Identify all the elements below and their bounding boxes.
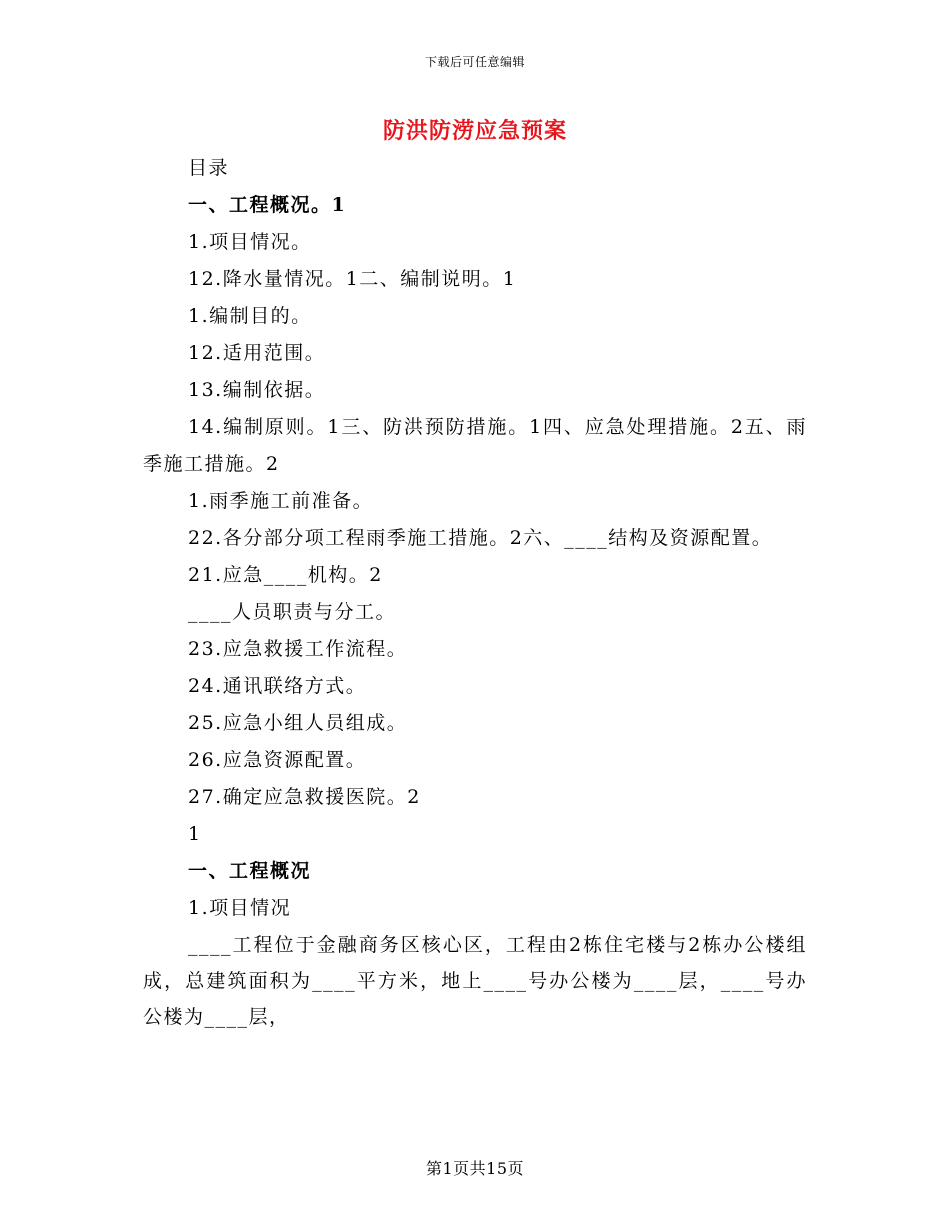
section-subheading: 1.项目情况: [188, 897, 292, 919]
toc-item: 13.编制依据。: [188, 379, 326, 401]
toc-heading: 目录: [188, 157, 230, 179]
page-footer: 第1页共15页: [425, 1159, 525, 1178]
toc-item: 26.应急资源配置。: [188, 749, 367, 771]
toc-item: 1.雨季施工前准备。: [188, 490, 374, 512]
toc-item: 22.各分部分项工程雨季施工措施。2六、____结构及资源配置。: [188, 527, 773, 549]
section-paragraph: ____工程位于金融商务区核心区，工程由2栋住宅楼与2栋办公楼组成，总建筑面积为____平方米，地上____号办公楼为____层，____号办公楼为____层，: [143, 934, 807, 1028]
toc-item: 1: [188, 823, 202, 845]
header-note: 下载后可任意编辑: [424, 55, 525, 69]
toc-item: 23.应急救援工作流程。: [188, 638, 408, 660]
toc-item: 1.项目情况。: [188, 231, 312, 253]
toc-item: 1.编制目的。: [188, 305, 312, 327]
document-title: 防洪防涝应急预案: [382, 118, 567, 144]
toc-item: 27.确定应急救援医院。2: [188, 786, 421, 808]
toc-item: 12.降水量情况。1二、编制说明。1: [188, 268, 517, 290]
toc-item: 12.适用范围。: [188, 342, 326, 364]
document-body: [143, 150, 807, 1035]
toc-item: 14.编制原则。1三、防洪预防措施。1四、应急处理措施。2五、雨季施工措施。2: [143, 416, 807, 475]
toc-item: 24.通讯联络方式。: [188, 675, 367, 697]
section-heading: 一、工程概况: [188, 860, 312, 882]
toc-item: ____人员职责与分工。: [188, 601, 397, 623]
toc-item: 25.应急小组人员组成。: [188, 712, 408, 734]
toc-item: 21.应急____机构。2: [188, 564, 383, 586]
toc-item: 一、工程概况。1: [188, 194, 347, 216]
